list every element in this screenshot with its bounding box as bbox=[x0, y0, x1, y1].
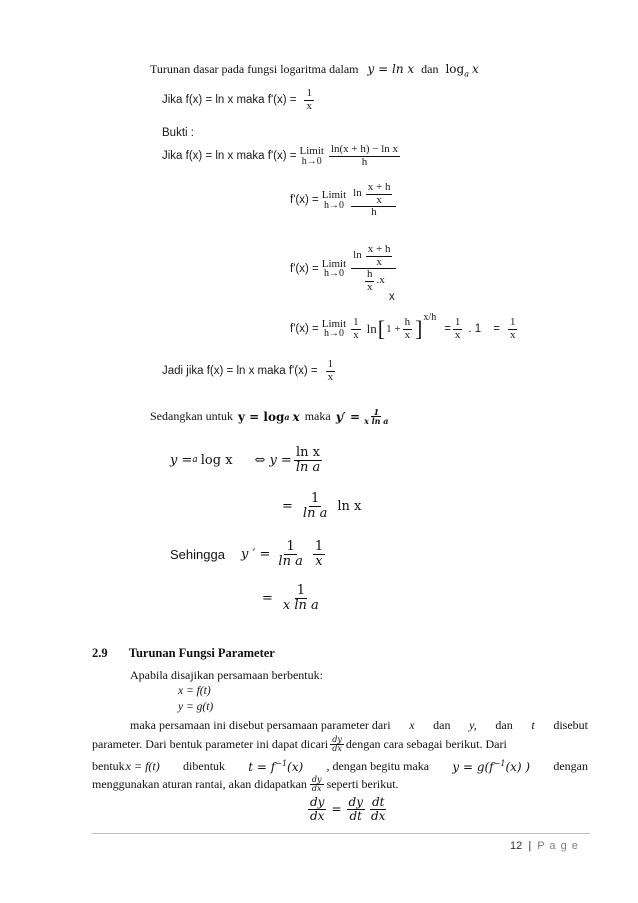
derivation-line-4: = $\frac{1}{\text{x ln a}}$ bbox=[262, 583, 319, 613]
proof-line-2: f'(x) = Limit h→0 ln $\frac{x + h}{x}$ h bbox=[290, 182, 398, 219]
intro-log: log bbox=[445, 62, 465, 76]
param-eq-y: y = g(t) bbox=[178, 701, 214, 713]
exponent-x-over-h: x/h bbox=[423, 312, 437, 323]
fraction-1-over-x-b: $\frac{1}{x}$ bbox=[353, 315, 359, 341]
sedangkan-line: Sedangkan untuk y = log a x maka y′ = $\frac{1}{\text{x ln a}}$ bbox=[150, 407, 389, 427]
section-number: 2.9 bbox=[92, 646, 108, 660]
fraction-lnx-over-lna: $\frac{\text{ln x}}{\text{ln a}}$ bbox=[295, 445, 321, 475]
proof-jika-text: Jika f(x) = ln x maka f'(x) = bbox=[162, 94, 297, 107]
fraction-1-over-lna-b: $\frac{1}{\text{ln a}}$ bbox=[278, 539, 303, 569]
proof-jadi-line: Jadi jika f(x) = ln x maka f'(x) = $\frac{1}{x}$ bbox=[162, 358, 334, 383]
proof-line-4: f'(x) = Limit h→0 $\frac{1}{x}$ ln [ 1 + $\frac{h}{x}$ ] x/h = $\frac{1}{x}$ . 1 = $\frac{1}{x}$ bbox=[290, 312, 516, 341]
ln-symbol: ln bbox=[366, 321, 377, 336]
fraction-dy-dx: $\frac{dy}{dx}$ bbox=[332, 735, 342, 754]
intro-log-var: x bbox=[472, 62, 479, 76]
paragraph-line-4: bentuk x = f(t) dibentuk $t = f^{-1}(x)$ , dengan begitu maka $y = g(f^{-1}(x)$ ) dengan bbox=[92, 759, 588, 774]
proof-jika-line bbox=[162, 88, 316, 112]
limit-notation-3: Limit h→0 bbox=[321, 257, 347, 280]
fraction-1-over-lna: $\frac{1}{\text{ln a}}$ bbox=[302, 491, 328, 521]
fraction-1-over-x-d: $\frac{1}{x}$ bbox=[509, 315, 516, 341]
proof-line-3: f'(x) = Limit h→0 ln $\frac{x + h}{x}$ $\frac{h}{x}$ .x bbox=[290, 244, 398, 293]
fraction-1-over-xlna: $\frac{1}{\text{x ln a}}$ bbox=[364, 407, 389, 427]
paragraph-line-2: maka persamaan ini disebut persamaan parameter dari x dan y, dan t disebut bbox=[130, 718, 588, 732]
proof-bukti: Bukti : bbox=[162, 127, 194, 139]
fraction-h-over-x: $\frac{h}{x}$ bbox=[404, 315, 411, 341]
fraction-1-over-x-c: $\frac{1}{x}$ bbox=[454, 315, 461, 341]
intro-log-base: a bbox=[464, 69, 469, 79]
paragraph-line-5: menggunakan aturan rantai, akan didapatkan $\frac{dy}{dx}$ seperti berikut. bbox=[92, 775, 399, 794]
fraction-ln-nested: ln $\frac{x + h}{x}$ $\frac{h}{x}$ .x bbox=[351, 244, 396, 293]
fraction-ln-ratio: ln $\frac{x + h}{x}$ h bbox=[351, 182, 396, 219]
fraction-1-over-x: $\frac{1}{x}$ bbox=[306, 87, 312, 112]
footer-divider bbox=[92, 833, 590, 834]
fraction-ln-diff: $\frac{\text{ln(x + h) − ln x}}{h}$ bbox=[330, 143, 399, 168]
page-footer: 12 | P a g e bbox=[510, 840, 579, 852]
chain-rule-equation: $\frac{dy}{dx}$ = $\frac{dy}{dt}$ $\frac{dt}{dx}$ bbox=[310, 795, 386, 823]
fraction-dy-dx-chain: $\frac{dy}{dx}$ bbox=[310, 795, 325, 823]
page-number: 12 bbox=[510, 840, 523, 852]
derivation-line-1: y = a log x ⇔ y = $\frac{\text{ln x}}{\text{ln a}}$ bbox=[170, 445, 321, 475]
derivation-line-3: Sehingga y ′ = $\frac{1}{\text{ln a}}$ $\frac{1}{x}$ bbox=[170, 539, 324, 569]
limit-notation-2: Limit h→0 bbox=[321, 189, 347, 211]
one-plus: 1 + bbox=[386, 323, 401, 335]
proof-line-3-x: x bbox=[389, 291, 395, 303]
intro-math-ln: y = ln x bbox=[367, 62, 415, 76]
limit-notation: Limit h→0 bbox=[299, 145, 324, 167]
intro-conj: dan bbox=[421, 62, 439, 76]
derivation-line-2: = $\frac{1}{\text{ln a}}$ ln x bbox=[282, 491, 362, 521]
fraction-dy-dt: $\frac{dy}{dt}$ bbox=[348, 795, 363, 823]
iff-symbol: ⇔ bbox=[254, 452, 266, 468]
paragraph-line-3: parameter. Dari bentuk parameter ini dapat dicari $\frac{dy}{dx}$ dengan cara sebagai berikut. Dari bbox=[92, 735, 507, 754]
intro-line bbox=[150, 62, 479, 78]
section-heading bbox=[92, 646, 275, 661]
limit-notation-4: Limit h→0 bbox=[321, 318, 347, 340]
fraction-dt-dx: $\frac{dt}{dx}$ bbox=[371, 795, 386, 823]
intro-text: Turunan dasar pada fungsi logaritma dalam bbox=[150, 62, 359, 76]
fraction-1-over-x-f: $\frac{1}{x}$ bbox=[314, 539, 324, 569]
fraction-1-over-x-e: $\frac{1}{x}$ bbox=[327, 358, 334, 383]
fraction-1-over-xlna-b: $\frac{1}{\text{x ln a}}$ bbox=[282, 583, 319, 613]
section-title: Turunan Fungsi Parameter bbox=[128, 646, 275, 660]
proof-line-1: Jika f(x) = ln x maka f'(x) = Limit h→0 $\frac{\text{ln(x + h) − ln x}}{h}$ bbox=[162, 143, 399, 168]
page-label: P a g e bbox=[537, 840, 579, 852]
fraction-dy-dx-b: $\frac{dy}{dx}$ bbox=[311, 775, 322, 794]
paragraph-intro: Apabila disajikan persamaan berbentuk: bbox=[130, 668, 323, 682]
param-eq-x: x = f(t) bbox=[178, 685, 211, 697]
